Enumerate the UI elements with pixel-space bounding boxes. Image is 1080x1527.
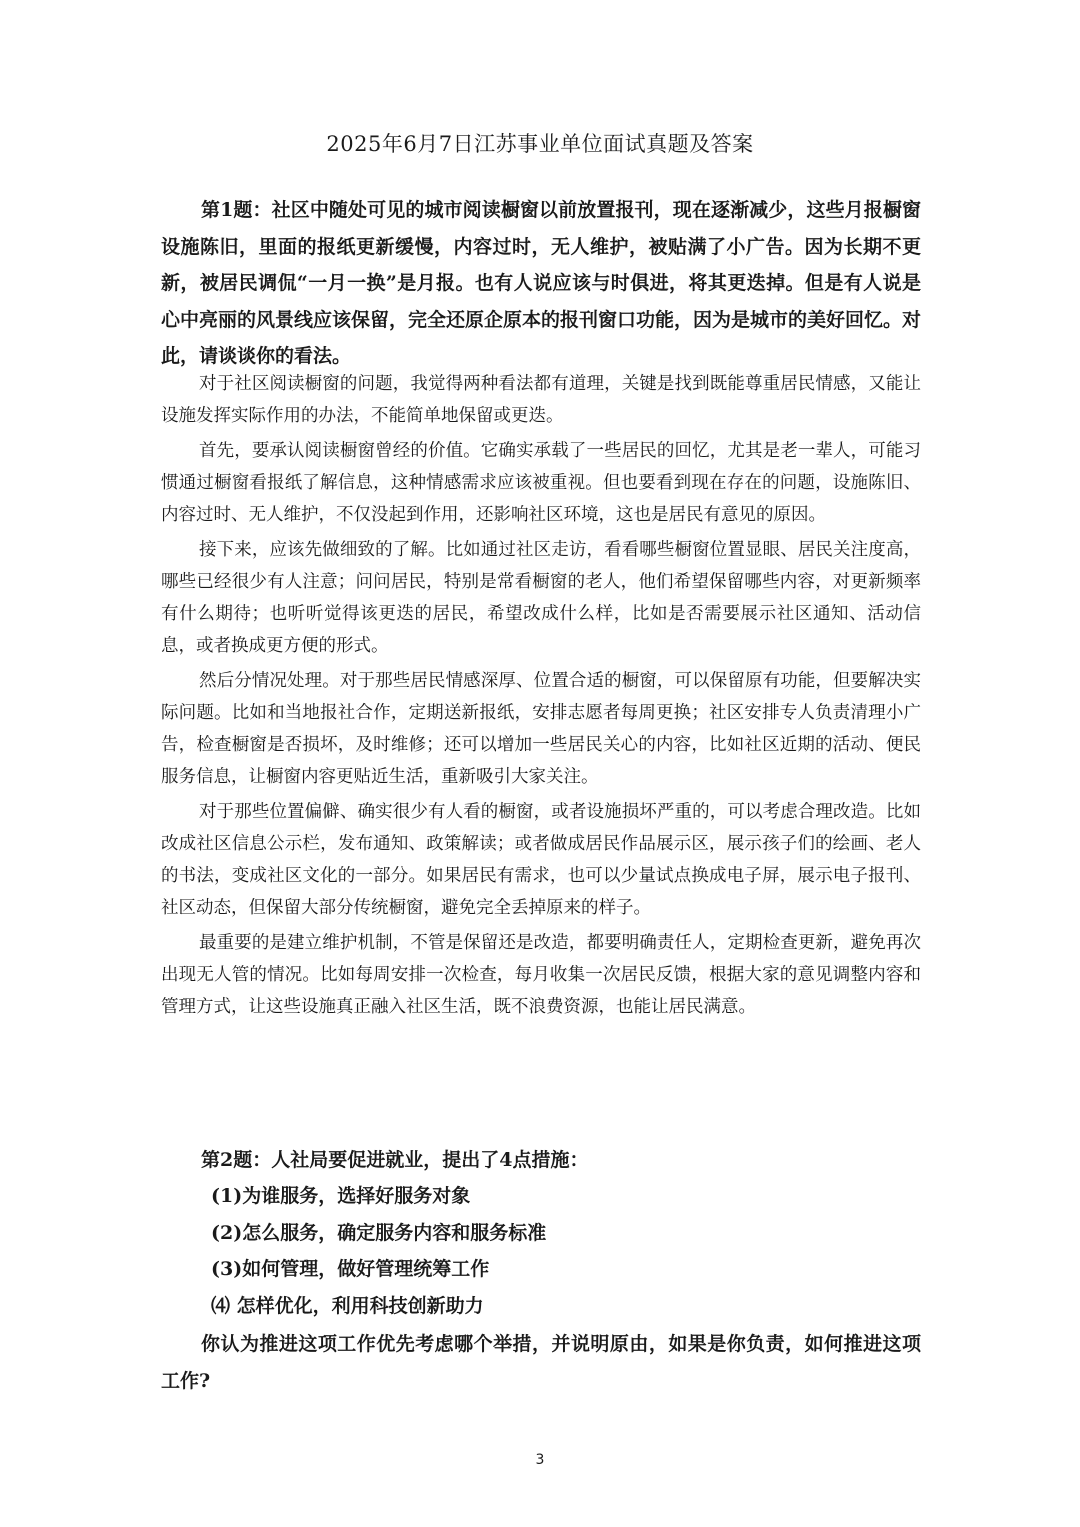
answer-paragraph: 最重要的是建立维护机制，不管是保留还是改造，都要明确责任人，定期检查更新，避免再次出现无人管的情况。比如每周安排一次检查，每月收集一次居民反馈，根据大家的意见调整内容和管理方式，让这些设施真正融入社区生活，既不浪费资源，也能让居民满意。: [161, 933, 921, 1017]
answer-paragraph: 对于社区阅读橱窗的问题，我觉得两种看法都有道理，关键是找到既能尊重居民情感，又能让设施发挥实际作用的办法，不能简单地保留或更迭。: [161, 374, 921, 426]
page-number: 3: [535, 1452, 545, 1468]
page-title: 2025年6月7日江苏事业单位面试真题及答案: [326, 132, 754, 156]
measure-item: (1)为谁服务，选择好服务对象: [211, 1185, 471, 1207]
measure-item: ⑷ 怎样优化，利用科技创新助力: [211, 1294, 484, 1317]
measures-list: [161, 1178, 921, 1324]
measure-item: (3)如何管理，做好管理统筹工作: [211, 1258, 490, 1280]
answer-paragraph: 首先，要承认阅读橱窗曾经的价值。它确实承载了一些居民的回忆，尤其是老一辈人，可能习惯通过橱窗看报纸了解信息，这种情感需求应该被重视。但也要看到现在存在的问题，设施陈旧、内容过时、无人维护，不仅没起到作用，还影响社区环境，这也是居民有意见的原因。: [161, 441, 921, 525]
answer-paragraph: 接下来，应该先做细致的了解。比如通过社区走访，看看哪些橱窗位置显眼、居民关注度高，哪些已经很少有人注意；问问居民，特别是常看橱窗的老人，他们希望保留哪些内容，对更新频率有什么期待；也听听觉得该更迭的居民，希望改成什么样，比如是否需要展示社区通知、活动信息，或者换成更方便的形式。: [161, 540, 921, 656]
question-2: [161, 1142, 921, 1400]
answer-paragraph: 对于那些位置偏僻、确实很少有人看的橱窗，或者设施损坏严重的，可以考虑合理改造。比如改成社区信息公示栏，发布通知、政策解读；或者做成居民作品展示区，展示孩子们的绘画、老人的书法，变成社区文化的一部分。如果居民有需求，也可以少量试点换成电子屏，展示电子报刊、社区动态，但保留大部分传统橱窗，避免完全丢掉原来的样子。: [161, 802, 921, 918]
measure-item: (2)怎么服务，确定服务内容和服务标准: [211, 1221, 547, 1244]
question-2-heading: 第2题：人社局要促进就业，提出了4点措施：: [201, 1149, 589, 1171]
question-1-text: 第1题：社区中随处可见的城市阅读橱窗以前放置报刊，现在逐渐减少，这些月报橱窗设施陈旧，里面的报纸更新缓慢，内容过时，无人维护，被贴满了小广告。因为长期不更新，被居民调侃“一月一换”是月报。也有人说应该与时俱进，将其更迭掉。但是有人说是心中亮丽的风景线应该保留，完全还原企原本的报刊窗口功能，因为是城市的美好回忆。对此，请谈谈你的看法。: [161, 199, 922, 367]
question-1-answer: [161, 368, 921, 1026]
question-2-ask: 你认为推进这项工作优先考虑哪个举措，并说明原由，如果是你负责，如何推进这项工作?: [161, 1333, 921, 1392]
answer-paragraph: 然后分情况处理。对于那些居民情感深厚、位置合适的橱窗，可以保留原有功能，但要解决实际问题。比如和当地报社合作，定期送新报纸，安排志愿者每周更换；社区安排专人负责清理小广告，检查橱窗是否损坏，及时维修；还可以增加一些居民关心的内容，比如社区近期的活动、便民服务信息，让橱窗内容更贴近生活，重新吸引大家关注。: [161, 671, 921, 787]
